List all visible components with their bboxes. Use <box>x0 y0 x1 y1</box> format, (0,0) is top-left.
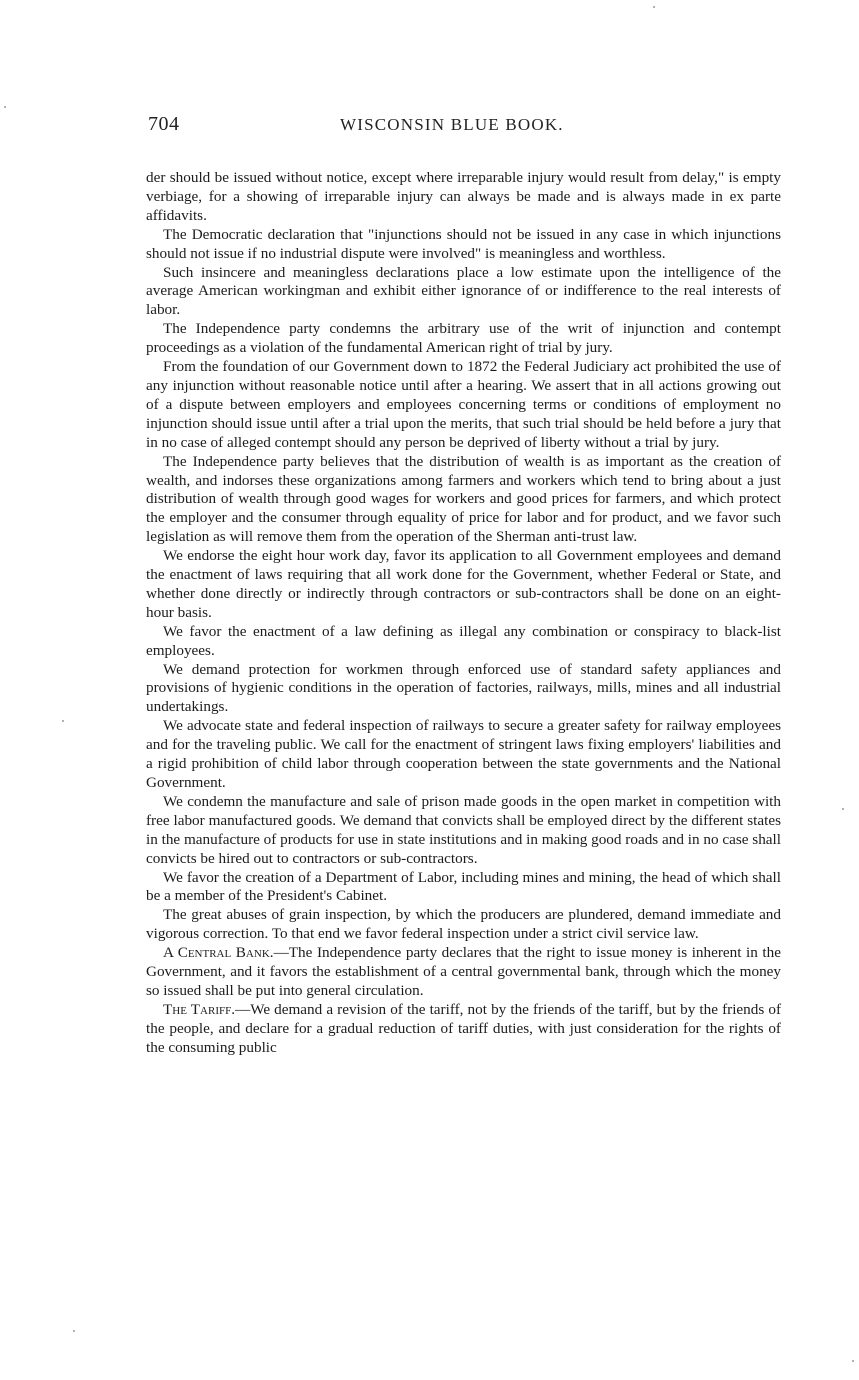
paragraph-central-bank: A Central Bank.—The Independence party declares that the right to issue money is inherent in the Government, and it favors the establishment of a central governmental bank, through which the money so issued shall be put into general circulation. <box>146 944 781 999</box>
paragraph-distribution-of-wealth: The Independence party believes that the distribution of wealth is as important as the creation of wealth, and indorses these organizations among farmers and workers which tend to bring about a just distribution of wealth through good wages for workers and good prices for farmers, and which protect the employer and the consumer through equality of price for labor and for product, and we favor such legislation as will remove them from the operation of the Sherman anti-trust law. <box>146 452 781 546</box>
paragraph-prison-made-goods: We condemn the manufacture and sale of prison made goods in the open market in competition with free labor manufactured goods. We demand that convicts shall be employed direct by the different states in the manufacture of products for use in state institutions and in making good roads and in no case shall convicts be hired out to contractors or sub-contractors. <box>146 792 781 867</box>
central-bank-heading: A Central Bank. <box>163 944 274 962</box>
scan-speck <box>653 6 655 8</box>
paragraph-eight-hour-day: We endorse the eight hour work day, favor its application to all Government employees and demand the enactment of laws requiring that all work done for the Government, whether Federal or State, and whether done directly or indirectly through contractors or sub-contractors shall be done on an eight-hour basis. <box>146 547 781 621</box>
running-title: WISCONSIN BLUE BOOK. <box>340 115 564 134</box>
paragraph-safety-appliances: We demand protection for workmen through enforced use of standard safety appliances and provisions of hygienic conditions in the operation of factories, railways, mills, mines and all industrial undertakings. <box>146 660 781 716</box>
paragraph-grain-inspection: The great abuses of grain inspection, by which the producers are plundered, demand immediate and vigorous correction. To that end we favor federal inspection under a strict civil service law. <box>146 906 781 943</box>
paragraph-department-of-labor: We favor the creation of a Department of Labor, including mines and mining, the head of which shall be a member of the President's Cabinet. <box>146 868 781 905</box>
paragraph-federal-judiciary: From the foundation of our Government down to 1872 the Federal Judiciary act prohibited the use of any injunction without reasonable notice until after a hearing. We assert that in all actions growing out of a dispute between employers and employees concerning terms or conditions of employment no injunction should issue until after a trial upon the merits, that such trial should be held before a jury that in no case of alleged contempt should any person be deprived of liberty without a trial by jury. <box>146 358 781 451</box>
paragraph-railway-inspection: We advocate state and federal inspection of railways to secure a greater safety for railway employees and for the traveling public. We call for the enactment of stringent laws fixing employers' liabilities and a rigid prohibition of child labor through cooperation between the state governments and the National Government. <box>146 717 781 791</box>
paragraph-democratic-declaration: The Democratic declaration that "injunctions should not be issued in any case in which injunctions should not issue if no industrial dispute were involved" is meaningless and worthless. <box>146 225 781 262</box>
paragraph-continuation: der should be issued without notice, except where irreparable injury would result from delay," is empty verbiage, for a showing of irreparable injury can always be made and is always made in ex parte affidavits. <box>146 169 781 224</box>
scan-speck <box>852 1360 854 1362</box>
paragraph-black-list: We favor the enactment of a law defining as illegal any combination or conspiracy to black-list employees. <box>146 622 781 659</box>
page-header <box>148 113 783 141</box>
scan-speck <box>4 106 6 108</box>
scan-speck <box>73 1330 75 1332</box>
scan-speck <box>842 808 844 810</box>
paragraph-tariff: The Tariff.—We demand a revision of the tariff, not by the friends of the tariff, but by the friends of the people, and declare for a gradual reduction of tariff duties, with just consideration for the rights of the consuming public <box>146 1000 781 1056</box>
scan-speck <box>62 720 64 722</box>
paragraph-writ-of-injunction: The Independence party condemns the arbitrary use of the writ of injunction and contempt proceedings as a violation of the fundamental American right of trial by jury. <box>146 320 781 357</box>
page-number: 704 <box>148 113 180 135</box>
paragraph-insincere-declarations: Such insincere and meaningless declarations place a low estimate upon the intelligence of the average American workingman and exhibit either ignorance of or indifference to the real interests of labor. <box>146 263 781 319</box>
body-text <box>146 169 781 1058</box>
tariff-heading: The Tariff. <box>163 1000 236 1018</box>
